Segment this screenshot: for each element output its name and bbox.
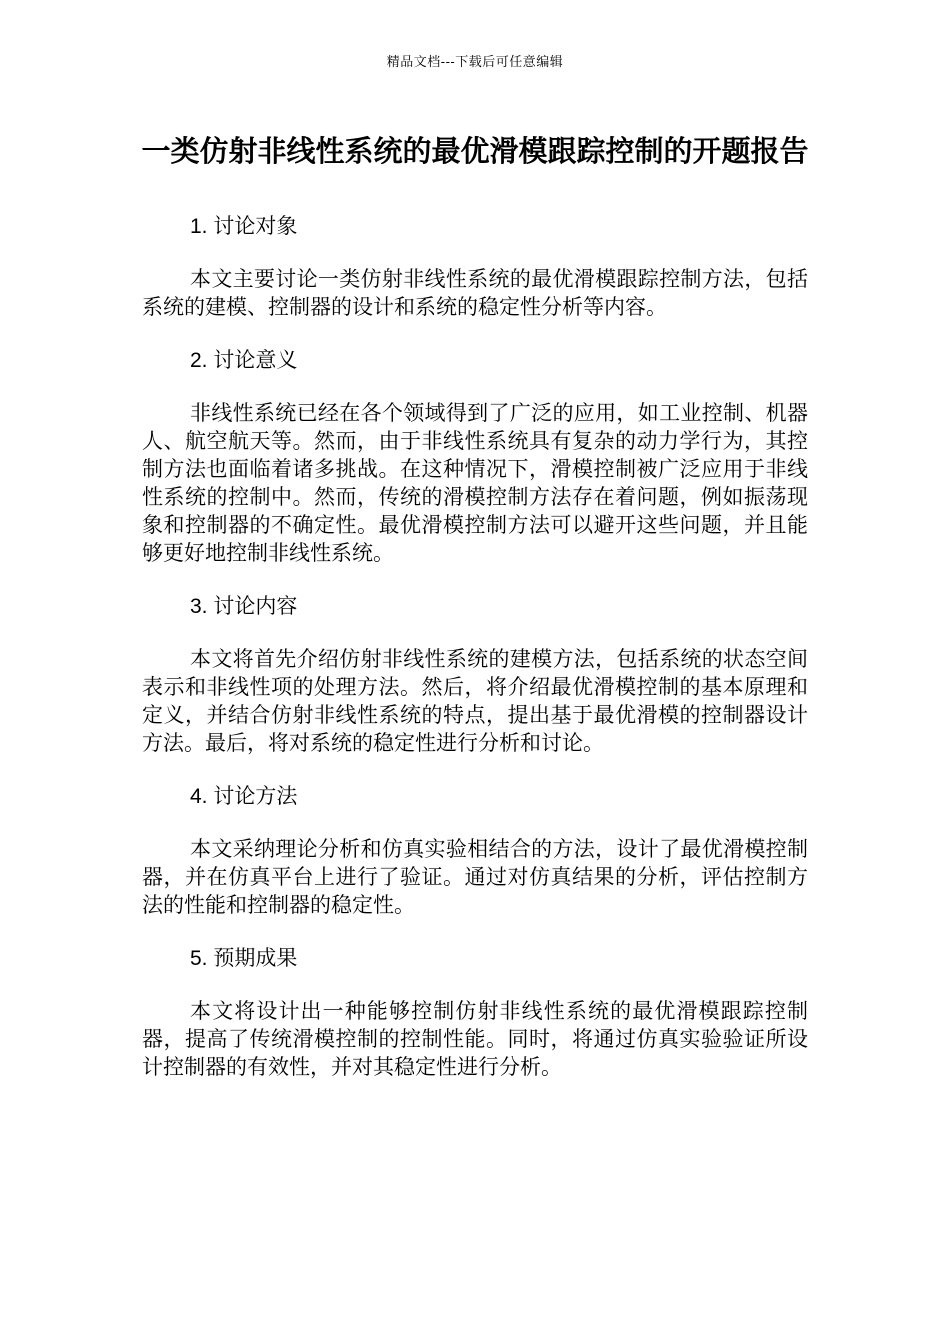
document-title: 一类仿射非线性系统的最优滑模跟踪控制的开题报告 [141, 136, 809, 168]
section-discussion-object [142, 213, 808, 322]
section-heading-5: 5. 预期成果 [190, 947, 298, 970]
section-paragraph-3: 本文将首先介绍仿射非线性系统的建模方法，包括系统的状态空间表示和非线性项的处理方法。然后，将介绍最优滑模控制的基本原理和定义，并结合仿射非线性系统的特点，提出基于最优滑模的控制器设计方法。最后，将对系统的稳定性进行分析和讨论。 [142, 648, 808, 755]
section-discussion-method [142, 783, 808, 920]
section-discussion-significance [142, 347, 808, 568]
section-heading-4: 4. 讨论方法 [190, 785, 298, 808]
section-heading-3: 3. 讨论内容 [190, 595, 298, 618]
document-header-note: 精品文档---下载后可任意编辑 [386, 54, 564, 69]
section-paragraph-1: 本文主要讨论一类仿射非线性系统的最优滑模跟踪控制方法，包括系统的建模、控制器的设计和系统的稳定性分析等内容。 [142, 268, 808, 319]
section-heading-2: 2. 讨论意义 [190, 349, 298, 372]
document-body [142, 213, 808, 1082]
section-paragraph-4: 本文采纳理论分析和仿真实验相结合的方法，设计了最优滑模控制器，并在仿真平台上进行了验证。通过对仿真结果的分析，评估控制方法的性能和控制器的稳定性。 [142, 838, 808, 917]
section-paragraph-2: 非线性系统已经在各个领域得到了广泛的应用，如工业控制、机器人、航空航天等。然而，由于非线性系统具有复杂的动力学行为，其控制方法也面临着诸多挑战。在这种情况下，滑模控制被广泛应用于非线性系统的控制中。然而，传统的滑模控制方法存在着问题，例如振荡现象和控制器的不确定性。最优滑模控制方法可以避开这些问题，并且能够更好地控制非线性系统。 [142, 402, 808, 565]
section-heading-1: 1. 讨论对象 [190, 215, 298, 238]
section-paragraph-5: 本文将设计出一种能够控制仿射非线性系统的最优滑模跟踪控制器，提高了传统滑模控制的控制性能。同时，将通过仿真实验验证所设计控制器的有效性，并对其稳定性进行分析。 [142, 1000, 808, 1079]
section-expected-results [142, 945, 808, 1082]
section-discussion-content [142, 593, 808, 758]
